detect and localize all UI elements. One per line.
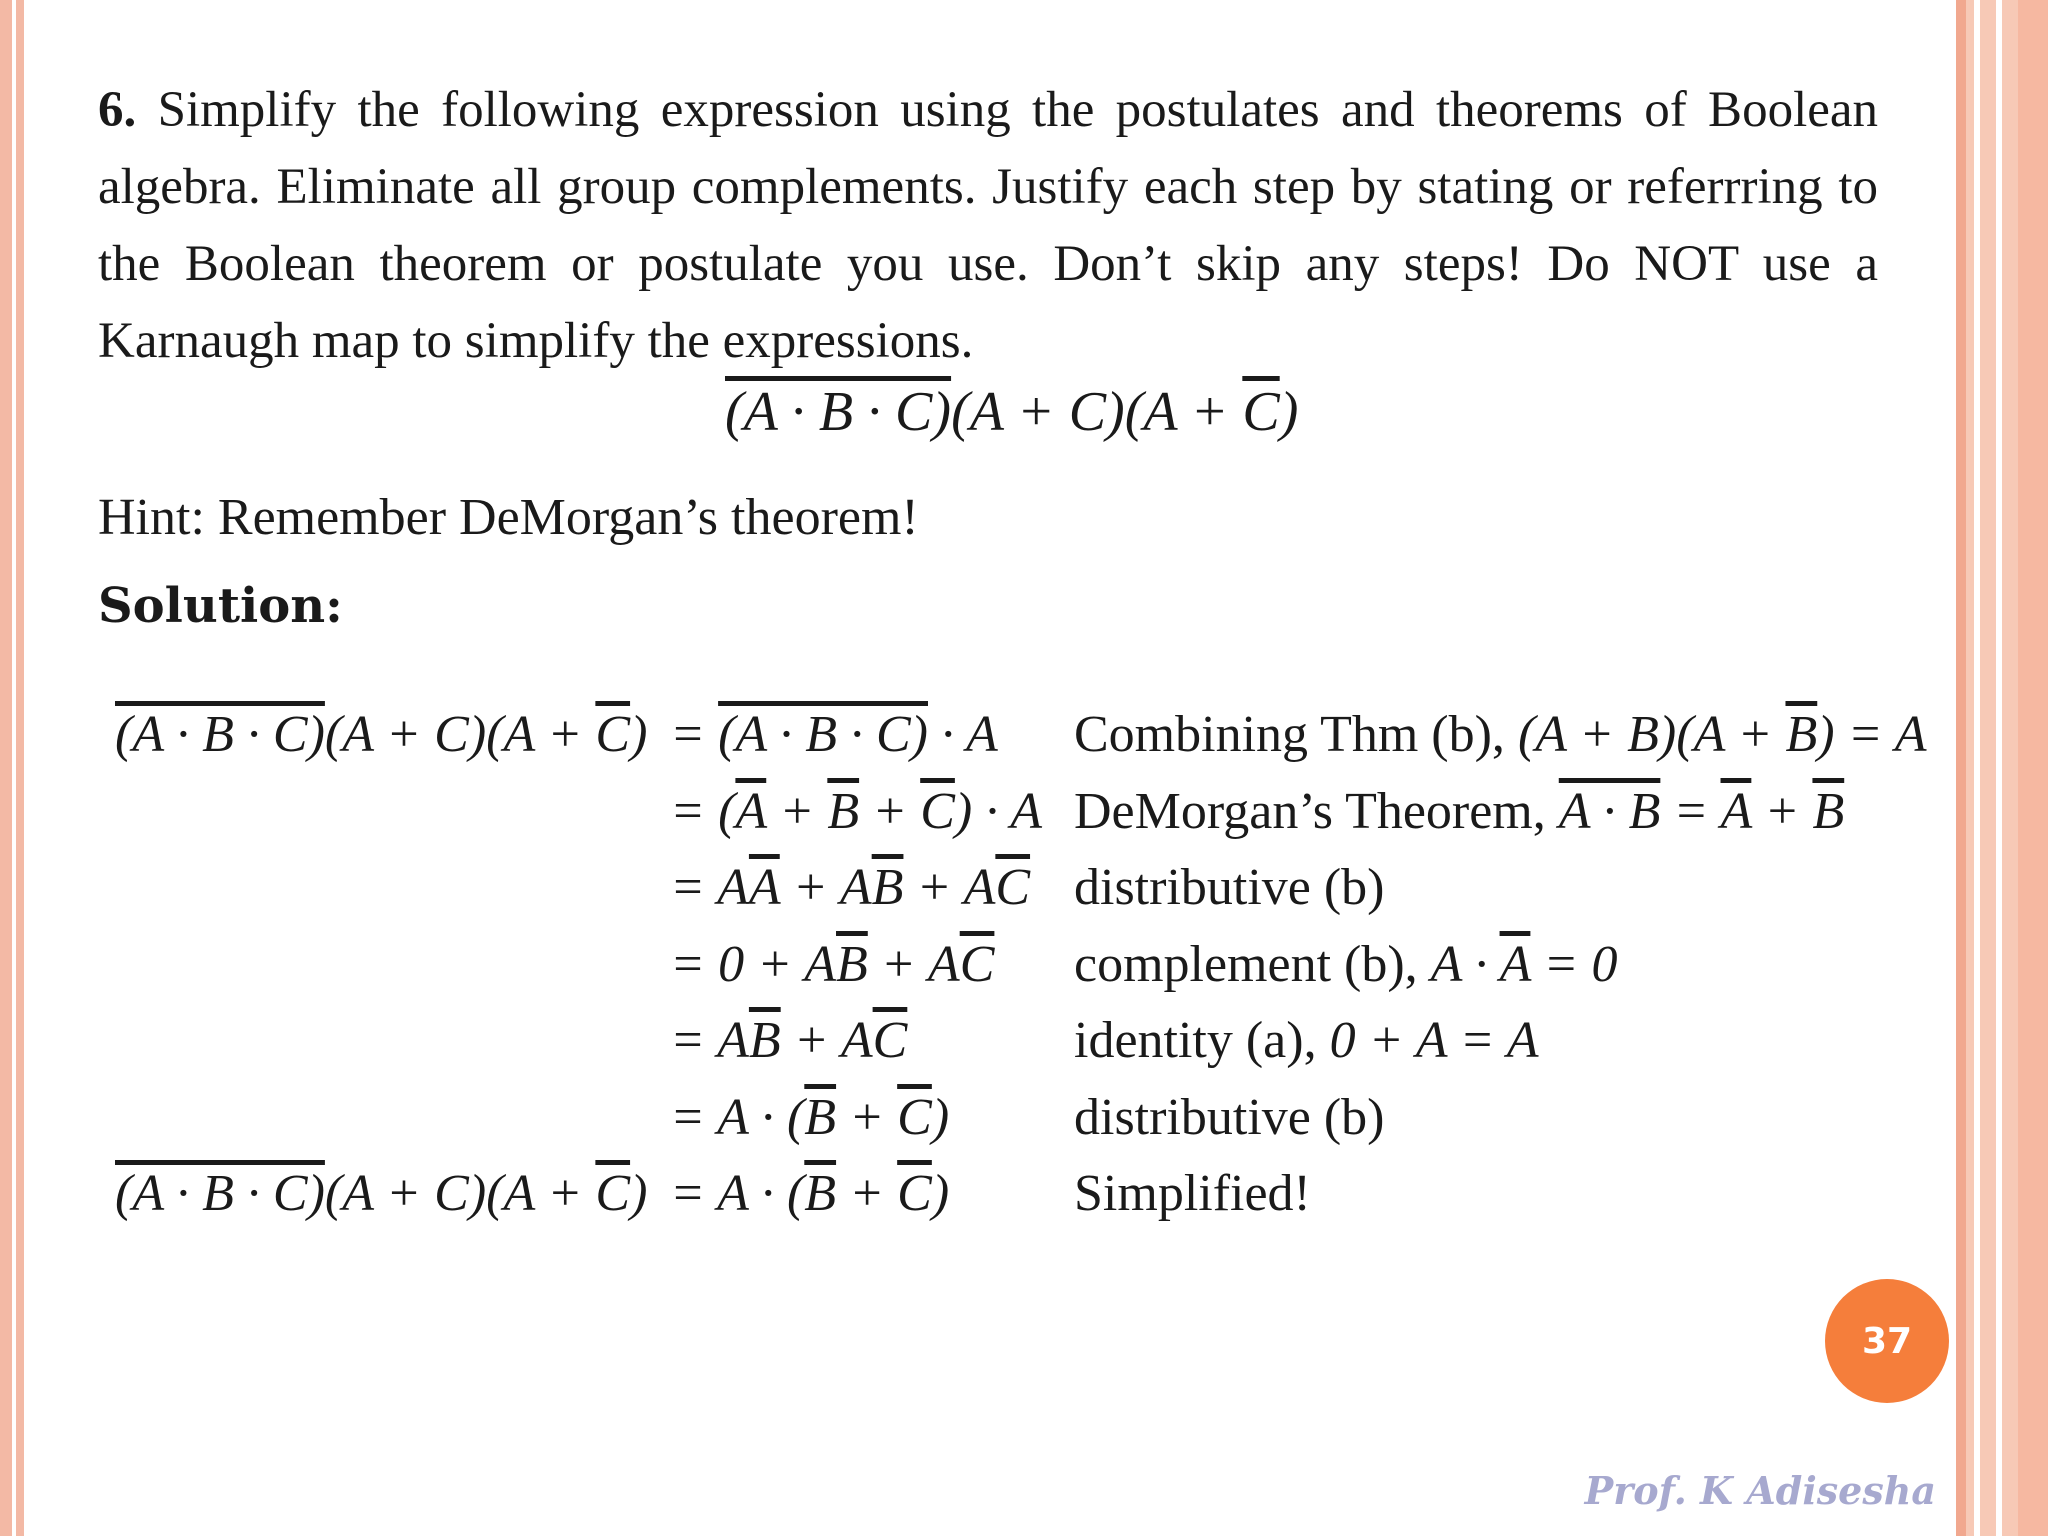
step-expression: = $0 + A\overline{B} + A\overline{C}$: [670, 935, 995, 993]
solution-step: [110, 782, 1920, 859]
solution-step: [110, 1164, 1920, 1241]
solution-step: [110, 1011, 1920, 1088]
solution-step: [110, 705, 1927, 782]
problem-text: Simplify the following expression using the postulates and theorems of Boolean algebra. Eliminate all group complements. Justify each step by stating or referrring to the Boolean theorem or postulate you use. Don’t skip any steps! Do NOT use a Karnaugh map to simplify the expressions.: [98, 82, 1879, 369]
step-justification: identity (a), 0 + A = A: [1074, 1012, 1539, 1069]
step-expression: = $A \cdot (\overline{B} + \overline{C})$: [670, 1088, 950, 1146]
solution-step: [110, 935, 1920, 1012]
solution-steps: [110, 705, 1927, 1241]
right-border: [1956, 0, 2048, 1536]
hint-text: Hint: Remember DeMorgan’s theorem!: [98, 489, 919, 546]
step-justification: DeMorgan’s Theorem, $A \cdot B = \overline{A} + \overline{B}$: [1074, 782, 1845, 840]
step-justification: distributive (b): [1074, 1088, 1385, 1146]
step-expression: = $A\overline{B} + A\overline{C}$: [670, 1012, 908, 1069]
step-lhs: $(A \cdot B \cdot C)(A + C)(A + \overline{C})$: [115, 706, 648, 763]
step-expression: = $A \cdot (\overline{B} + \overline{C})$: [670, 1165, 950, 1222]
author-footer: Prof. K Adisesha: [1584, 1468, 1936, 1513]
problem-number: 6.: [98, 82, 137, 138]
main-expression: $(A \cdot B \cdot C)(A + C)(A + \overline{C})$: [725, 381, 1299, 443]
step-expression: = (A · B · C) · A: [670, 706, 998, 763]
step-justification: Simplified!: [1074, 1165, 1311, 1222]
solution-step: [110, 858, 1920, 935]
solution-heading: Solution:: [98, 578, 343, 634]
step-justification: distributive (b): [1074, 859, 1385, 916]
solution-step: [110, 1088, 1920, 1165]
left-border: [0, 0, 24, 1536]
problem-statement: [98, 72, 1878, 380]
page-number-badge: 37: [1825, 1279, 1949, 1403]
step-lhs: $(A \cdot B \cdot C)(A + C)(A + \overline{C})$: [115, 1165, 648, 1222]
step-expression: = $A\overline{A} + A\overline{B} + A\overline{C}$: [670, 859, 1031, 916]
step-justification: complement (b), $A \cdot \overline{A} = 0$: [1074, 935, 1618, 993]
step-expression: = $(\overline{A} + \overline{B} + \overline{C}) \cdot A$: [670, 782, 1043, 840]
step-justification: Combining Thm (b), $(A + B)(A + \overline{B}) = A$: [1074, 706, 1927, 763]
